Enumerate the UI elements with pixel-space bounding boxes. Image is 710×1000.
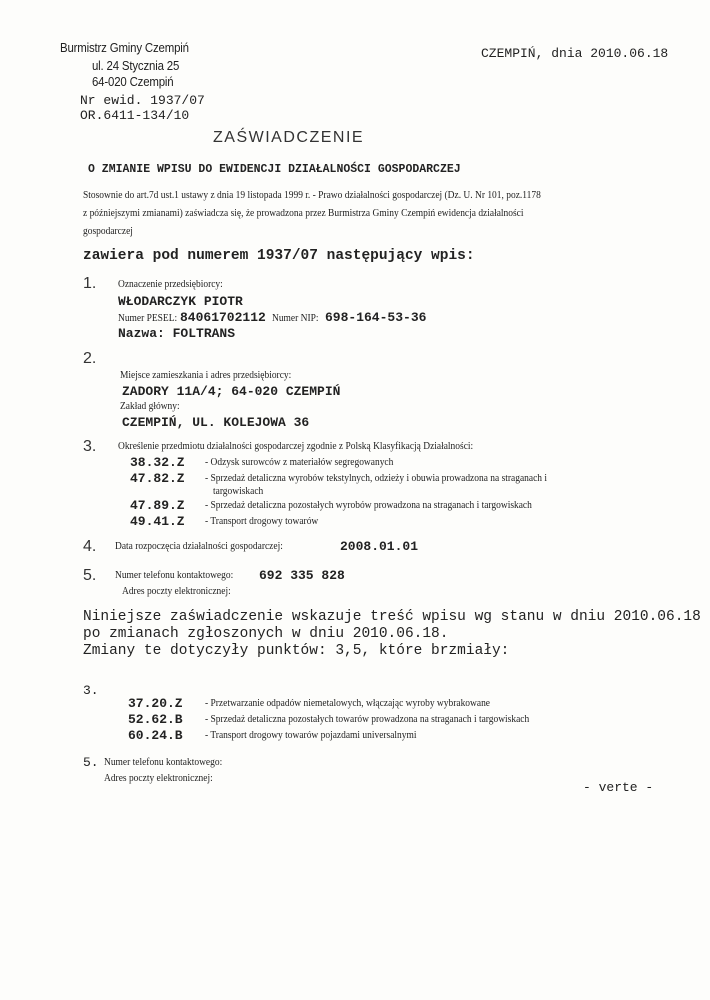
section-number: 3. xyxy=(83,438,97,455)
intro-line: z późniejszymi zmianami) zaświadcza się, że prowadzona przez Burmistrza Gminy Czempiń ewidencja działalności xyxy=(83,207,524,219)
start-date: 2008.01.01 xyxy=(340,539,419,554)
section-label: Określenie przedmiotu działalności gospodarczej zgodnie z Polską Klasyfikacją Działalności: xyxy=(118,440,474,452)
pkd-code: 38.32.Z xyxy=(130,455,185,470)
pkd-desc: - Odzysk surowców z materiałów segregowanych xyxy=(205,456,394,468)
ref-number: Nr ewid. 1937/07 xyxy=(80,93,205,108)
intro-line: Stosownie do art.7d ust.1 ustawy z dnia 19 listopada 1999 r. - Prawo działalności gospodarczej (Dz. U. Nr 101, poz.1178 xyxy=(83,189,541,201)
issuer-name: Burmistrz Gminy Czempiń xyxy=(60,40,189,55)
phone-label: Numer telefonu kontaktowego: xyxy=(104,756,223,768)
pkd-desc: - Transport drogowy towarów xyxy=(205,515,319,527)
pkd-code: 49.41.Z xyxy=(130,514,185,529)
pkd-code: 37.20.Z xyxy=(128,696,183,711)
summary-line: Zmiany te dotyczyły punktów: 3,5, które brzmiały: xyxy=(83,643,510,659)
pkd-code: 47.82.Z xyxy=(130,471,185,486)
pkd-desc: - Transport drogowy towarów pojazdami universalnymi xyxy=(205,729,417,741)
section-number: 4. xyxy=(83,538,97,555)
pesel-value: 84061702112 xyxy=(180,310,266,325)
residence-address: ZADORY 11A/4; 64-020 CZEMPIŃ xyxy=(122,384,341,399)
phone-value: 692 335 828 xyxy=(259,568,345,583)
pkd-desc: - Przetwarzanie odpadów niemetalowych, włączając wyroby wybrakowane xyxy=(205,697,490,709)
verte-note: - verte - xyxy=(583,780,654,795)
document-subtitle: O ZMIANIE WPISU DO EWIDENCJI DZIAŁALNOŚCI GOSPODARCZEJ xyxy=(88,163,461,176)
pkd-code: 47.89.Z xyxy=(130,498,185,513)
section-number: 5. xyxy=(83,567,97,584)
section-number: 3. xyxy=(83,683,99,698)
pkd-desc: - Sprzedaż detaliczna wyrobów tekstylnych, odzieży i obuwia prowadzona na straganach i xyxy=(205,472,548,484)
pkd-code: 52.62.B xyxy=(128,712,183,727)
main-site-address: CZEMPIŃ, UL. KOLEJOWA 36 xyxy=(122,415,310,430)
section-label: Oznaczenie przedsiębiorcy: xyxy=(118,278,223,290)
entry-line: zawiera pod numerem 1937/07 następujący wpis: xyxy=(83,248,475,264)
place-date: CZEMPIŃ, dnia 2010.06.18 xyxy=(481,46,669,61)
section-number: 5. xyxy=(83,755,99,770)
document-title: ZAŚWIADCZENIE xyxy=(213,129,365,146)
summary-line: po zmianach zgłoszonych w dniu 2010.06.18. xyxy=(83,626,449,642)
nip-label: Numer NIP: xyxy=(272,312,319,324)
pesel-label: Numer PESEL: xyxy=(118,312,178,324)
company-name: Nazwa: FOLTRANS xyxy=(118,326,236,341)
pkd-desc: - Sprzedaż detaliczna pozostałych towarów prowadzona na straganach i targowiskach xyxy=(205,713,530,725)
email-label: Adres poczty elektronicznej: xyxy=(104,772,213,784)
issuer-city: 64-020 Czempiń xyxy=(92,74,174,89)
section-number: 1. xyxy=(83,275,97,292)
case-number: OR.6411-134/10 xyxy=(80,108,190,123)
nip-value: 698-164-53-36 xyxy=(325,310,427,325)
section-label: Miejsce zamieszkania i adres przedsiębiorcy: xyxy=(120,369,292,381)
pkd-desc: targowiskach xyxy=(213,485,264,497)
issuer-street: ul. 24 Stycznia 25 xyxy=(92,58,180,73)
phone-label: Numer telefonu kontaktowego: xyxy=(115,569,234,581)
email-label: Adres poczty elektronicznej: xyxy=(122,585,231,597)
section-number: 2. xyxy=(83,350,97,367)
entrepreneur-name: WŁODARCZYK PIOTR xyxy=(118,294,243,309)
summary-line: Niniejsze zaświadczenie wskazuje treść wpisu wg stanu w dniu 2010.06.18 xyxy=(83,609,701,625)
main-site-label: Zakład główny: xyxy=(120,400,180,412)
intro-line: gospodarczej xyxy=(83,225,133,237)
section-label: Data rozpoczęcia działalności gospodarczej: xyxy=(115,540,283,552)
pkd-desc: - Sprzedaż detaliczna pozostałych wyrobów prowadzona na straganach i targowiskach xyxy=(205,499,532,511)
pkd-code: 60.24.B xyxy=(128,728,183,743)
